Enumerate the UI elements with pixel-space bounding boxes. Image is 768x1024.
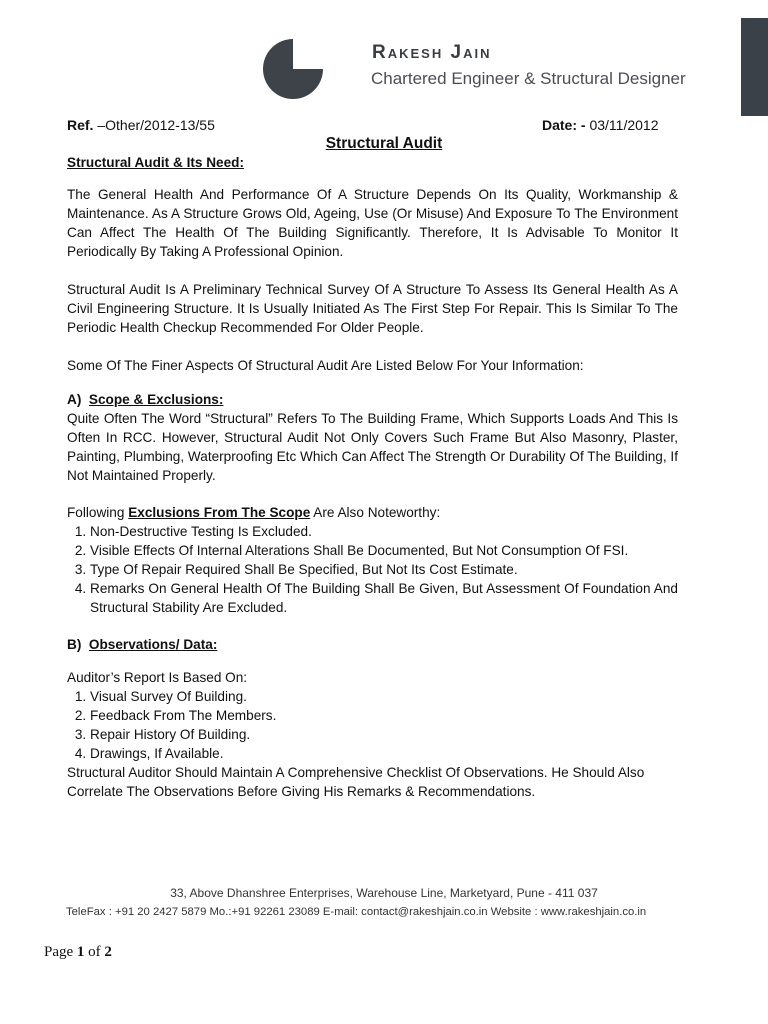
exclusions-intro-bold: Exclusions From The Scope [128, 505, 311, 520]
page-label: Page [44, 944, 74, 960]
date-line [542, 117, 658, 133]
page-total: 2 [104, 944, 112, 960]
brand-name: Rakesh Jain [372, 42, 492, 63]
reference-line [67, 117, 215, 133]
exclusions-intro-post: Are Also Noteworthy: [310, 505, 441, 520]
list-item: 3. Type Of Repair Required Shall Be Specified, But Not Its Cost Estimate. [90, 560, 678, 579]
exclusions-intro [67, 503, 678, 522]
section-b-heading [67, 635, 678, 654]
footer-contact: TeleFax : +91 20 2427 5879 Mo.:+91 92261 23089 E-mail: contact@rakeshjain.co.in Website : www.rakeshjain.co.in [66, 906, 647, 918]
list-item: 3. Repair History Of Building. [90, 725, 678, 744]
observations-intro: Auditor’s Report Is Based On: [67, 670, 248, 685]
company-logo-icon [262, 38, 324, 100]
list-item: 1. Non-Destructive Testing Is Excluded. [90, 522, 678, 541]
section-a-body: Quite Often The Word “Structural” Refers To The Building Frame, Which Supports Loads And This Is Often In RCC. However, Structural Audit Not Only Covers Such Frame But Also Masonry, Plaster, Painting, Plumbing, Waterproofing Etc Which Can Affect The Strength Or Durability Of The Building, If Not Maintained Properly. [67, 411, 678, 483]
list-item: 4. Remarks On General Health Of The Building Shall Be Given, But Assessment Of Foundation And Structural Stability Are Excluded. [90, 579, 678, 617]
list-item: 2. Visible Effects Of Internal Alterations Shall Be Documented, But Not Consumption Of FSI. [90, 541, 678, 560]
page-of: of [88, 944, 101, 960]
need-heading: Structural Audit & Its Need: [67, 155, 244, 170]
paragraph-text: The General Health And Performance Of A Structure Depends On Its Quality, Workmanship & Maintenance. As A Structure Grows Old, Ageing, Use (Or Misuse) And Exposure To The Environment Can Affect The Health Of The Building Significantly. Therefore, It Is Advisable To Monitor It Periodically By Taking A Professional Opinion. [67, 187, 678, 259]
ref-label: Ref. [67, 117, 94, 133]
page-current: 1 [76, 944, 85, 960]
date-value: 03/11/2012 [589, 117, 659, 133]
date-label: Date: - [542, 117, 586, 133]
brand-subtitle: Chartered Engineer & Structural Designer [371, 69, 686, 88]
page-number [44, 944, 112, 961]
footer-address: 33, Above Dhanshree Enterprises, Warehouse Line, Marketyard, Pune - 411 037 [170, 886, 598, 900]
exclusions-intro-pre: Following [67, 505, 129, 520]
observations-list [67, 687, 678, 763]
paragraph-definition [67, 280, 678, 337]
paragraph-aspects [67, 356, 678, 375]
section-b-letter: B) [67, 637, 82, 652]
section-a [67, 390, 678, 485]
section-b [67, 635, 678, 654]
ref-value: –Other/2012-13/55 [97, 117, 215, 133]
section-a-title: Scope & Exclusions: [88, 392, 224, 407]
side-tab-marker [741, 18, 768, 116]
list-item: 4. Drawings, If Available. [90, 744, 678, 763]
section-a-letter: A) [67, 392, 82, 407]
observations-block [67, 668, 678, 801]
page-title: Structural Audit [325, 135, 443, 152]
list-item: 2. Feedback From The Members. [90, 706, 678, 725]
exclusions-block [67, 503, 678, 617]
paragraph-text: Structural Audit Is A Preliminary Technical Survey Of A Structure To Assess Its General Health As A Civil Engineering Structure. It Is Usually Initiated As The First Step For Repair. This Is Similar To The Periodic Health Checkup Recommended For Older People. [67, 282, 678, 335]
section-b-title: Observations/ Data: [88, 637, 218, 652]
paragraph-text: Some Of The Finer Aspects Of Structural Audit Are Listed Below For Your Information: [67, 358, 584, 373]
observations-closing: Structural Auditor Should Maintain A Comprehensive Checklist Of Observations. He Should Also Correlate The Observations Before Giving His Remarks & Recommendations. [67, 765, 645, 799]
list-item: 1. Visual Survey Of Building. [90, 687, 678, 706]
section-a-heading [67, 390, 678, 409]
exclusions-list [67, 522, 678, 617]
paragraph-health [67, 185, 678, 261]
